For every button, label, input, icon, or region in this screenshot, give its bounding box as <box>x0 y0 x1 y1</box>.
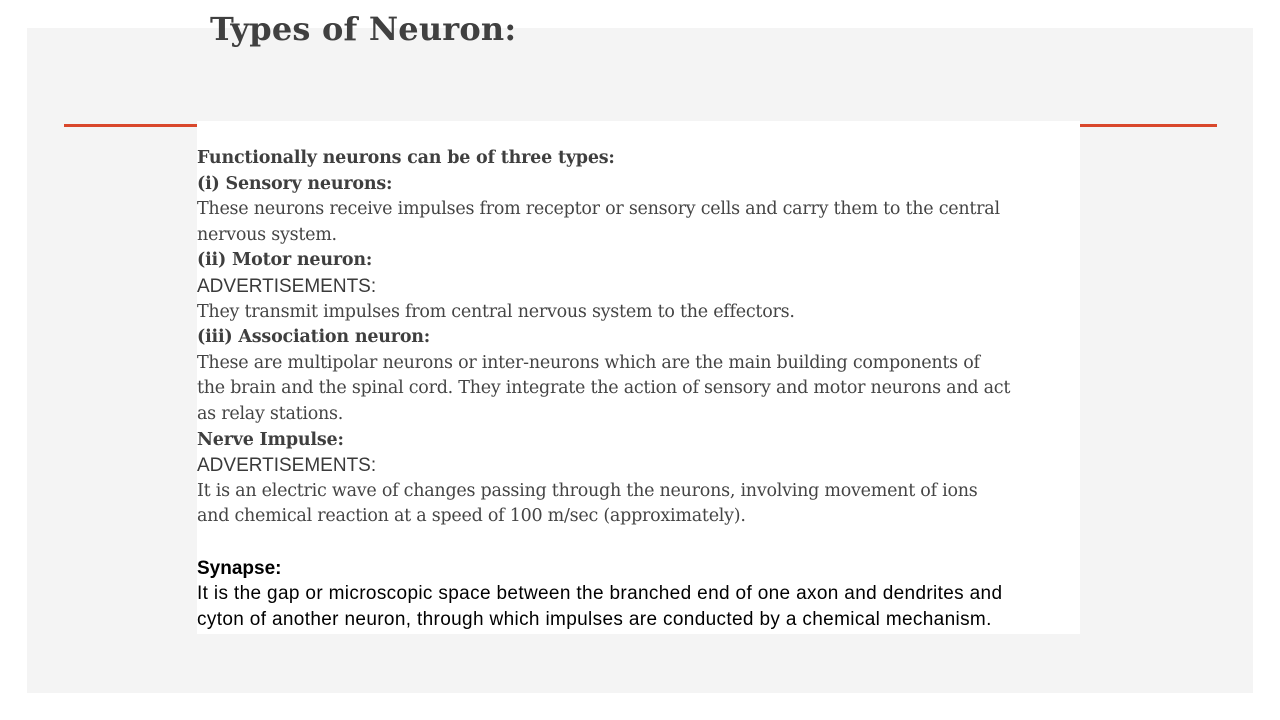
advertisement-label: ADVERTISEMENTS: <box>197 455 377 477</box>
slide-title: Types of Neuron: <box>210 10 517 48</box>
synapse-text-line: cyton of another neuron, through which impulses are conducted by a chemical mechanism. <box>197 608 992 630</box>
association-text-line: the brain and the spinal cord. They integrate the action of sensory and motor neurons and act <box>197 378 1011 399</box>
content-panel <box>197 121 1080 634</box>
association-text-line: as relay stations. <box>197 403 344 424</box>
paragraph-spacer <box>197 530 1080 556</box>
synapse-heading: Synapse: <box>197 557 282 579</box>
sensory-text-line: These neurons receive impulses from receptor or sensory cells and carry them to the central <box>197 199 1000 220</box>
nerve-impulse-text-line: It is an electric wave of changes passing through the neurons, involving movement of ions <box>197 480 978 501</box>
association-text-line: These are multipolar neurons or inter-neurons which are the main building components of <box>197 352 980 373</box>
motor-heading: (ii) Motor neuron: <box>197 250 373 271</box>
sensory-text-line: nervous system. <box>197 224 337 245</box>
title-underline-left <box>64 124 204 127</box>
nerve-impulse-heading: Nerve Impulse: <box>197 429 344 450</box>
synapse-text-line: It is the gap or microscopic space between the branched end of one axon and dendrites and <box>197 583 1003 605</box>
association-heading: (iii) Association neuron: <box>197 327 431 348</box>
intro-heading: Functionally neurons can be of three types: <box>197 148 615 168</box>
sensory-heading: (i) Sensory neurons: <box>197 173 393 194</box>
title-underline-right <box>1072 124 1217 127</box>
advertisement-label: ADVERTISEMENTS: <box>197 275 377 297</box>
nerve-impulse-text-line: and chemical reaction at a speed of 100 m/sec (approximately). <box>197 506 746 527</box>
motor-text-line: They transmit impulses from central nervous system to the effectors. <box>197 301 795 322</box>
content-body <box>197 146 1080 632</box>
